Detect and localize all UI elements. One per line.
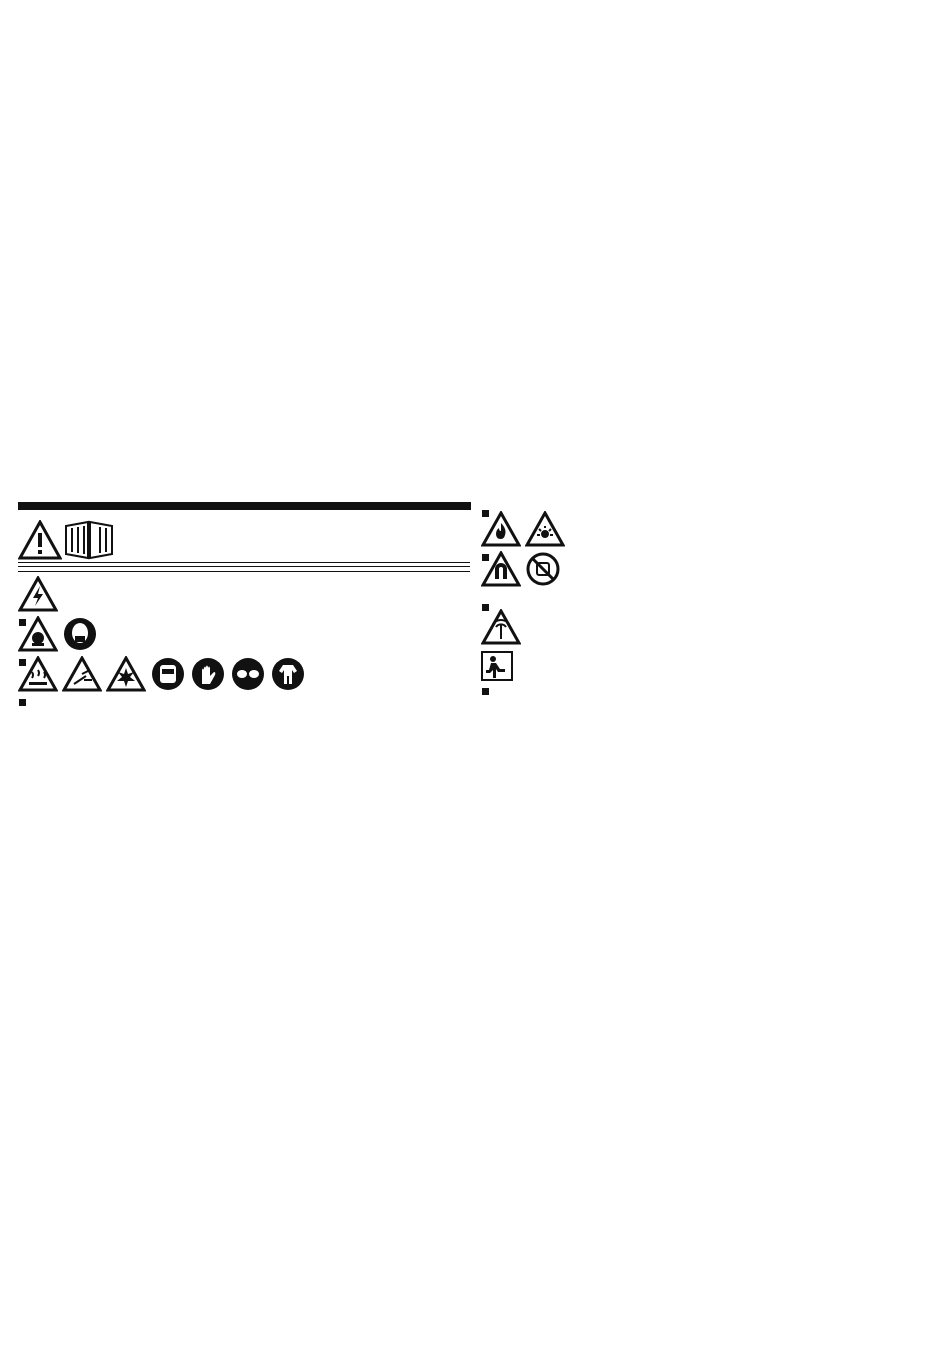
left-column (18, 512, 470, 696)
warning-triangle-icon (18, 520, 62, 560)
divider (18, 571, 470, 572)
gloves-icon (190, 656, 226, 692)
radio-interference-icon (481, 609, 521, 645)
goggles-icon (230, 656, 266, 692)
manual-book-icon (62, 520, 116, 560)
manual-header (18, 520, 470, 560)
confined-space-icon (481, 651, 513, 681)
electric-hazard-icon (18, 576, 58, 612)
section-rule (18, 502, 471, 510)
right-column (481, 507, 933, 685)
divider (18, 562, 470, 563)
protective-suit-icon (270, 656, 306, 692)
arc-rays-icon (62, 656, 102, 692)
divider (18, 566, 470, 567)
respirator-icon (62, 616, 98, 652)
explosion-icon (106, 656, 146, 692)
explosive-hazard-icon (525, 511, 565, 547)
no-pacemaker-icon (525, 551, 561, 587)
face-shield-icon (150, 656, 186, 692)
